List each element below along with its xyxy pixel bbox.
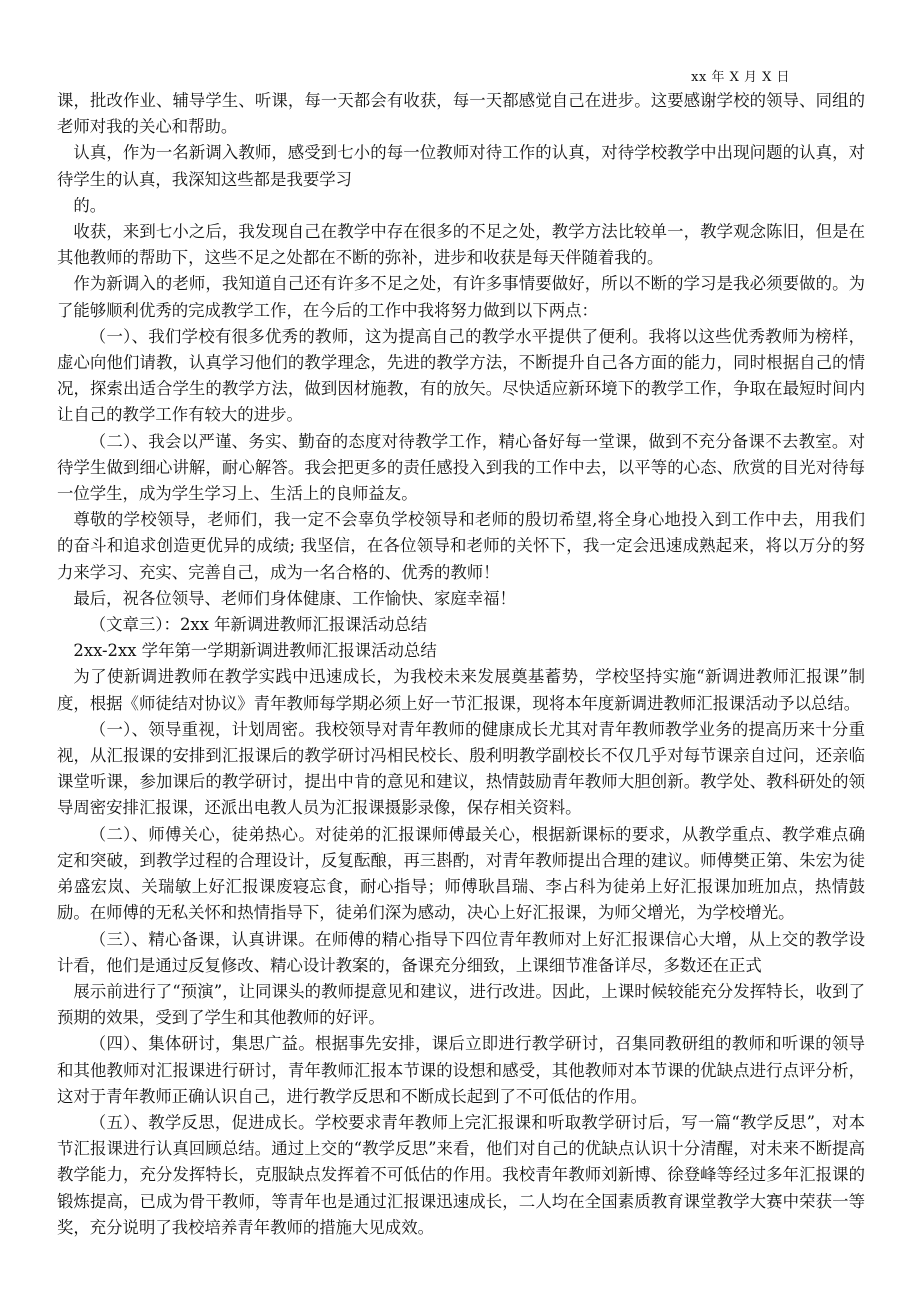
paragraph-continuation: 课，批改作业、辅导学生、听课，每一天都会有收获，每一天都感觉自己在进步。这要感谢学校的领导、同组的老师对我的关心和帮助。 (57, 91, 865, 137)
paragraph-fragment: 的。 (73, 195, 107, 215)
paragraph-point-two: （二）、我会以严谨、务实、勤奋的态度对待教学工作，精心备好每一堂课，做到不充分备课不去教室。对待学生做到细心讲解，耐心解答。我会把更多的责任感投入到我的工作中去，以平等的心态、欣赏的目光对待每一位学生，成为学生学习上、生活上的良师益友。 (57, 431, 865, 504)
article-subheading: 2xx-2xx 学年第一学期新调进教师汇报课活动总结 (73, 641, 437, 661)
paragraph-intro: 为了使新调进教师在教学实践中迅速成长，为我校未来发展奠基蓄势，学校坚持实施“新调进教师汇报课”制度，根据《师徒结对协议》青年教师每学期必须上好一节汇报课，现将本年度新调进教师汇报课活动予以总结。 (57, 667, 865, 713)
paragraph-section-two: （二）、师傅关心，徒弟热心。对徒弟的汇报课师傅最关心，根据新课标的要求，从教学重点、教学难点确定和突破，到教学过程的合理设计，反复酝酿，再三斟酌，对青年教师提出合理的建议。师傅樊正第、朱宏为徒弟盛宏岚、关瑞敏上好汇报课废寝忘食，耐心指导；师傅耿昌瑞、李占科为徒弟上好汇报课加班加点，热情鼓励。在师傅的无私关怀和热情指导下，徒弟们深为感动，决心上好汇报课，为师父增光，为学校增光。 (57, 824, 865, 923)
paragraph-section-one: （一）、领导重视，计划周密。我校领导对青年教师的健康成长尤其对青年教师教学业务的提高历来十分重视，从汇报课的安排到汇报课后的教学研讨冯相民校长、殷利明教学副校长不仅几乎对每节课亲自过问，还亲临课堂听课，参加课后的教学研讨，提出中肯的意见和建议，热情鼓励青年教师大胆创新。教学处、教科研处的领导周密安排汇报课，还派出电教人员为汇报课摄影录像，保存相关资料。 (57, 719, 865, 818)
article-heading: （文章三）：2xx 年新调进教师汇报课活动总结 (89, 615, 428, 635)
document-date: xx 年 X 月 X 日 (691, 70, 790, 85)
paragraph-closing: 最后，祝各位领导、老师们身体健康、工作愉快、家庭幸福！ (73, 588, 516, 608)
paragraph-section-four: （四）、集体研讨，集思广益。根据事先安排，课后立即进行教学研讨，召集同教研组的教师和听课的领导和其他教师对汇报课进行研讨，青年教师汇报本节课的设想和感受，其他教师对本节课的优缺点进行点评分析，这对于青年教师正确认识自己，进行教学反思和不断成长起到了不可低估的作用。 (57, 1034, 865, 1106)
paragraph-section-five: （五）、教学反思，促进成长。学校要求青年教师上完汇报课和听取教学研讨后，写一篇“教学反思”，对本节汇报课进行认真回顾总结。通过上交的“教学反思”来看，他们对自己的优缺点认识十分清醒，对未来不断提高教学能力，充分发挥特长，克服缺点发挥着不可低估的作用。我校青年教师刘新博、徐登峰等经过多年汇报课的锻炼提高，已成为骨干教师，等青年也是通过汇报课迅速成长，二人均在全国素质教育课堂教学大赛中荣获一等奖，充分说明了我校培养青年教师的措施大见成效。 (57, 1112, 865, 1237)
paragraph-section-three-cont: 展示前进行了“预演”，让同课头的教师提意见和建议，进行改进。因此，上课时候较能充分发挥特长，收到了预期的效果，受到了学生和其他教师的好评。 (57, 981, 865, 1028)
paragraph-respect: 尊敬的学校领导，老师们，我一定不会辜负学校领导和老师的殷切希望,将全身心地投入到工作中去，用我们的奋斗和追求创造更优异的成绩; 我坚信，在各位领导和老师的关怀下，我一定会迅速成熟起来，将以万分的努力来学习、充实、完善自己，成为一名合格的、优秀的教师！ (57, 510, 865, 582)
paragraph-seriousness: 认真，作为一名新调入教师，感受到七小的每一位教师对待工作的认真，对待学校教学中出现问题的认真，对待学生的认真，我深知这些都是我要学习 (57, 143, 865, 189)
paragraph-section-three: （三）、精心备课，认真讲课。在师傅的精心指导下四位青年教师对上好汇报课信心大增，从上交的教学设计看，他们是通过反复修改、精心设计教案的，备课充分细致，上课细节准备详尽，多数还在正式 (57, 929, 865, 975)
paragraph-harvest: 收获，来到七小之后，我发现自己在教学中存在很多的不足之处，教学方法比较单一，教学观念陈旧，但是在其他教师的帮助下，这些不足之处都在不断的弥补，进步和收获是每天伴随着我的。 (57, 222, 865, 268)
paragraph-point-one: （一）、我们学校有很多优秀的教师，这为提高自己的教学水平提供了便利。我将以这些优秀教师为榜样，虚心向他们请教，认真学习他们的教学理念，先进的教学方法，不断提升自己各方面的能力，同时根据自己的情况，探索出适合学生的教学方法，做到因材施教，有的放矢。尽快适应新环境下的教学工作，争取在最短时间内让自己的教学工作有较大的进步。 (57, 326, 865, 425)
paragraph-new-teacher: 作为新调入的老师，我知道自己还有许多不足之处，有许多事情要做好，所以不断的学习是我必须要做的。为了能够顺利优秀的完成教学工作，在今后的工作中我将努力做到以下两点： (57, 274, 865, 320)
document-body (57, 88, 865, 1241)
